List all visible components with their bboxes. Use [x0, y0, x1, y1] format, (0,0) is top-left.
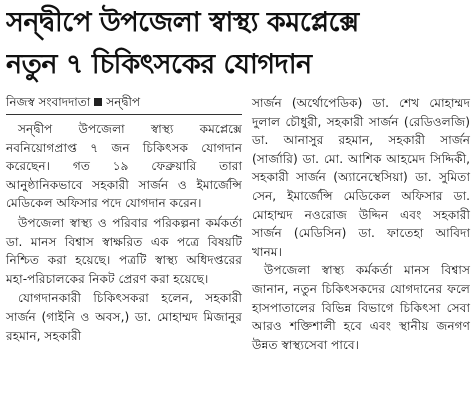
paragraph-doctors-start: যোগদানকারী চিকিৎসকরা হলেন, সহকারী সার্জন (গাইনি ও অবস,) ডা. মোহাম্মদ মিজানুর রহমান, সহকারী — [6, 291, 242, 343]
byline-divider — [6, 114, 242, 115]
article-column-left — [6, 120, 242, 345]
paragraph-intro: সন্দ্বীপ উপজেলা স্বাস্থ্য কমপ্লেক্সে নবনিয়োগপ্রাপ্ত ৭ জন চিকিৎসক যোগদান করেছেন। গত ১৯ ফেব্রুয়ারি তারা আনুষ্ঠানিকভাবে সহকারী সার্জন ও ইমার্জেন্সি মেডিকেল অফিসার পদে যোগদান করেন। — [6, 122, 242, 211]
square-bullet-icon — [94, 98, 102, 106]
byline-source: নিজস্ব সংবাদদাতা — [6, 95, 91, 109]
paragraph-quote: উপজেলা স্বাস্থ্য কর্মকর্তা মানস বিশ্বাস জানান, নতুন চিকিৎসকদের যোগদানের ফলে হাসপাতালের বিভিন্ন বিভাগে চিকিৎসা সেবা আরও শক্তিশালী হবে এবং স্থানীয় জনগণ উন্নত স্বাস্থ্যসেবা পাবে। — [252, 263, 470, 352]
paragraph-doctors-continued: সার্জন (অর্থোপেডিক) ডা. শেখ মোহাম্মদ দুলাল চৌধুরী, সহকারী সার্জন (রেডিওলজি) ডা. আনাসুর রহমান, সহকারী সার্জন (সার্জারি) ডা. মো. আশিক আহমেদ সিদ্দিকী, সহকারী সার্জন (অ্যানেস্থেসিয়া) ডা. সুমিতা সেন, ইমার্জেন্সি মেডিকেল অফিসার ডা. মোহাম্মদ নওরোজ উদ্দিন এবং সহকারী সার্জন (মেডিসিন) ডা. ফাতেহা আবিদা খানম। — [252, 96, 470, 259]
byline — [6, 93, 242, 111]
headline-line-2: নতুন ৭ চিকিৎসকের যোগদান — [6, 49, 312, 80]
paragraph-letter: উপজেলা স্বাস্থ্য ও পরিবার পরিকল্পনা কর্মকর্তা ডা. মানস বিশ্বাস স্বাক্ষরিত এক পত্রে বিষয়টি নিশ্চিত করা হয়েছে। পত্রটি স্বাস্থ্য অধিদপ্তরের মহা-পরিচালকের নিকট প্রেরণ করা হয়েছে। — [6, 215, 242, 286]
article-column-right — [252, 94, 470, 354]
headline-line-1: সন্দ্বীপে উপজেলা স্বাস্থ্য কমপ্লেক্সে — [6, 7, 359, 38]
headline — [6, 2, 470, 86]
byline-location: সন্দ্বীপ — [106, 95, 141, 109]
